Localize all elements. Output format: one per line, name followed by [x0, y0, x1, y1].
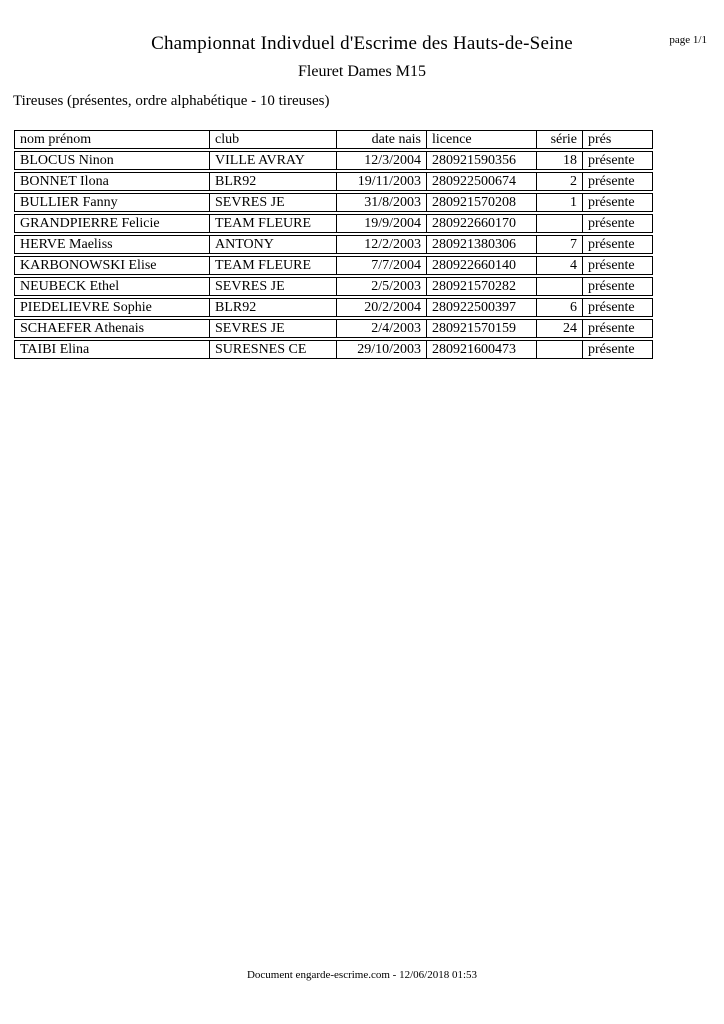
- table-cell: BLOCUS Ninon: [14, 151, 210, 170]
- table-row: [14, 256, 653, 275]
- table-cell: 280922500674: [427, 172, 537, 191]
- table-cell: [537, 340, 583, 359]
- table-cell: BULLIER Fanny: [14, 193, 210, 212]
- table-cell: 280921590356: [427, 151, 537, 170]
- section-label: Tireuses (présentes, ordre alphabétique - 10 tireuses): [13, 93, 330, 109]
- table-cell: 7: [537, 235, 583, 254]
- table-cell: 280922660170: [427, 214, 537, 233]
- table-cell: présente: [583, 277, 653, 296]
- table-cell: BLR92: [210, 298, 337, 317]
- table-cell: TEAM FLEURE: [210, 214, 337, 233]
- table-cell: présente: [583, 151, 653, 170]
- table-cell: 280921570159: [427, 319, 537, 338]
- table-cell: 18: [537, 151, 583, 170]
- table-cell: SURESNES CE: [210, 340, 337, 359]
- table-header-row: [14, 130, 653, 149]
- table-cell: 2: [537, 172, 583, 191]
- table-cell: PIEDELIEVRE Sophie: [14, 298, 210, 317]
- table-cell: [537, 277, 583, 296]
- table-cell: présente: [583, 298, 653, 317]
- table-cell: SEVRES JE: [210, 193, 337, 212]
- table-row: [14, 214, 653, 233]
- table-cell: [537, 214, 583, 233]
- table-cell: HERVE Maeliss: [14, 235, 210, 254]
- column-header: nom prénom: [14, 130, 210, 149]
- table-cell: présente: [583, 235, 653, 254]
- table-cell: SCHAEFER Athenais: [14, 319, 210, 338]
- table-row: [14, 298, 653, 317]
- table-cell: 280922500397: [427, 298, 537, 317]
- fencers-table: [14, 128, 653, 361]
- table-row: [14, 319, 653, 338]
- table-cell: NEUBECK Ethel: [14, 277, 210, 296]
- table-cell: 19/9/2004: [337, 214, 427, 233]
- table-cell: 19/11/2003: [337, 172, 427, 191]
- table-row: [14, 235, 653, 254]
- table-cell: KARBONOWSKI Elise: [14, 256, 210, 275]
- table-cell: 280921380306: [427, 235, 537, 254]
- table-cell: présente: [583, 172, 653, 191]
- column-header: date nais: [337, 130, 427, 149]
- table-row: [14, 340, 653, 359]
- column-header: licence: [427, 130, 537, 149]
- table-body: [14, 151, 653, 359]
- table-cell: présente: [583, 340, 653, 359]
- table-cell: TEAM FLEURE: [210, 256, 337, 275]
- table-cell: présente: [583, 214, 653, 233]
- table-cell: SEVRES JE: [210, 319, 337, 338]
- page-title: Championnat Indivduel d'Escrime des Hauts-de-Seine: [151, 33, 573, 54]
- table-row: [14, 193, 653, 212]
- table-row: [14, 277, 653, 296]
- table-cell: BONNET Ilona: [14, 172, 210, 191]
- table-cell: TAIBI Elina: [14, 340, 210, 359]
- table-cell: présente: [583, 193, 653, 212]
- table-row: [14, 151, 653, 170]
- column-header: prés: [583, 130, 653, 149]
- table-cell: SEVRES JE: [210, 277, 337, 296]
- table-cell: VILLE AVRAY: [210, 151, 337, 170]
- table-cell: 6: [537, 298, 583, 317]
- table-cell: 7/7/2004: [337, 256, 427, 275]
- column-header: série: [537, 130, 583, 149]
- table-cell: 280922660140: [427, 256, 537, 275]
- table-cell: GRANDPIERRE Felicie: [14, 214, 210, 233]
- table-cell: 4: [537, 256, 583, 275]
- table-cell: présente: [583, 256, 653, 275]
- table-cell: 24: [537, 319, 583, 338]
- table-cell: 2/5/2003: [337, 277, 427, 296]
- document-footer: Document engarde-escrime.com - 12/06/2018 01:53: [246, 969, 478, 981]
- table-cell: 12/2/2003: [337, 235, 427, 254]
- table-cell: 29/10/2003: [337, 340, 427, 359]
- table-cell: 280921570282: [427, 277, 537, 296]
- table-cell: 2/4/2003: [337, 319, 427, 338]
- table-cell: 1: [537, 193, 583, 212]
- page-number: page 1/1: [669, 34, 707, 46]
- table-cell: BLR92: [210, 172, 337, 191]
- table-cell: ANTONY: [210, 235, 337, 254]
- table-cell: 12/3/2004: [337, 151, 427, 170]
- table-header: [14, 130, 653, 149]
- table-cell: 280921570208: [427, 193, 537, 212]
- table-cell: présente: [583, 319, 653, 338]
- table-cell: 20/2/2004: [337, 298, 427, 317]
- table-row: [14, 172, 653, 191]
- page-subtitle: Fleuret Dames M15: [298, 63, 426, 80]
- table-cell: 31/8/2003: [337, 193, 427, 212]
- column-header: club: [210, 130, 337, 149]
- table-cell: 280921600473: [427, 340, 537, 359]
